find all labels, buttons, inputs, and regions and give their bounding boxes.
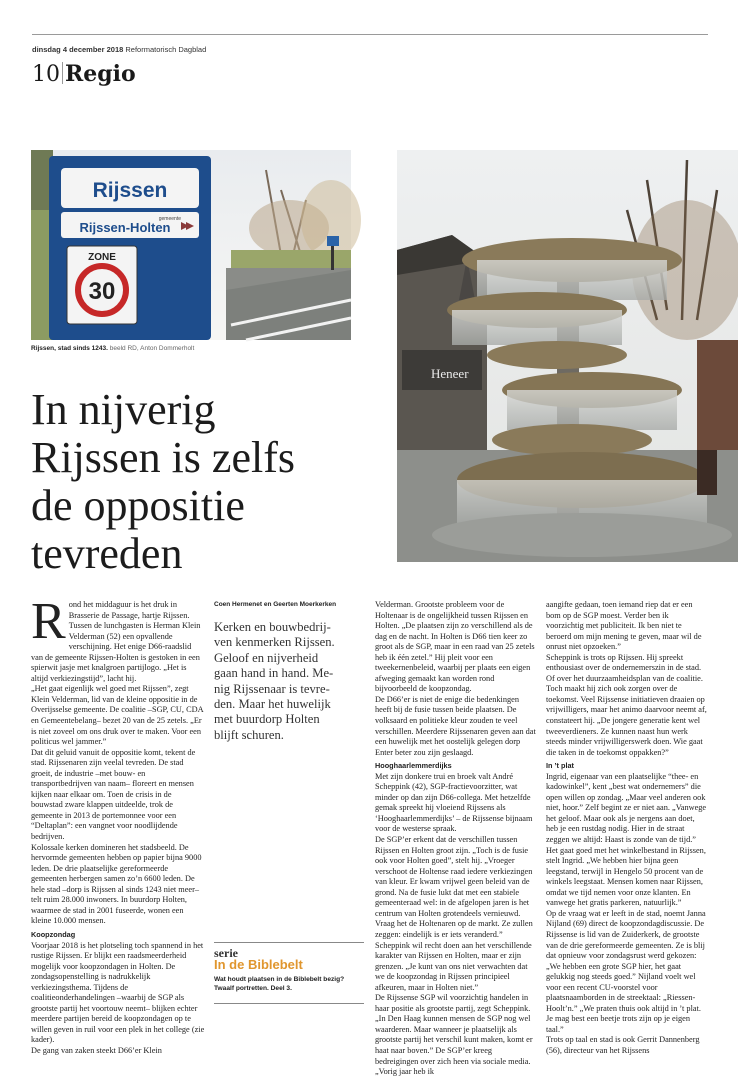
- article-paragraph: Met zijn donkere trui en broek valt André Scheppink (42), SGP-fractievoorzitter, wat minder op dan zijn D66-collega. Met hetzelfde gemak spreekt hij vloeiend Rijssens als ‘Hooghaarlemmerdijks’ – de Rijssense bijnaam voor de westerse spraak.: [375, 771, 533, 834]
- sign-town-text: Rijssen: [92, 179, 168, 202]
- article-paragraph: Dat dit geluid vanuit de oppositie komt, tekent de stad. Rijssenaren zijn veelal tevreden. De stad groeit, de industrie –met bouw- en transportbedrijven van naam– floreert en mensen kijken naar elkaar om. Toen de crisis in de bouwstad zware klappen uitdeelde, trok de gemeente in 2013 de portemonnee voor een “Deltaplan”: een vangnet voor noodlijdende bedrijven.: [31, 747, 196, 842]
- article-paragraph: Ingrid, eigenaar van een plaatselijke “thee- en kadowinkel”, kent „best wat ondernemers” die open willen op zondag. „Maar veel anderen ook niet, hoor.” Zelf begint ze er niet aan. „Vanwege het geloof. Maar ook als je nergens aan doet, heb je een rustdag nodig. Hier in de straat zeggen we altijd: Haast is zonde van de tijd.”: [546, 771, 707, 845]
- drop-cap: R: [31, 593, 66, 650]
- shop-sign: Heneer: [431, 366, 469, 381]
- article-paragraph: Scheppink is trots op Rijssen. Hij spreekt enthousiast over de ondernemerszin in de stad. Of over het duurzaamheidsplan van de coalitie. Toch maakt hij zich ook zorgen over de toekomst. Veel Rijssense initiatieven draaien op vrijwilligers, maar het animo daarvoor neemt af, constateert hij. „De jongere generatie kent wel tweeverdieners. Ze kunnen naast hun werk steeds minder vrijwilligerswerk doen. Wie gaat die taken in de toekomst oppakken?”: [546, 652, 707, 757]
- section-title: Regio: [65, 61, 136, 87]
- article-paragraph: De D66’er is niet de enige die bedenkingen heeft bij de fusie tussen beide plaatsen. De volksaard en politieke kleur zouden te veel verschillen. Meerdere Rijssenaren geven aan dat een huwelijk met het oostelijk gelegen dorp Enter beter zou zijn geslaagd.: [375, 694, 536, 757]
- intro-line: gaan hand in hand. Me-: [214, 666, 334, 681]
- article-paragraph: [31, 593, 205, 684]
- article-column-3: [375, 600, 537, 1077]
- intro-line: den. Maar het huwelijk: [214, 697, 331, 712]
- intro-text: [214, 620, 364, 743]
- series-description: [214, 976, 364, 993]
- series-rule-bottom: [214, 1003, 364, 1004]
- intro-line: met buurdorp Holten: [214, 712, 320, 727]
- series-label: serie: [214, 946, 238, 960]
- paragraph-text: ond het middaguur is het druk in Brasserie de Passage, hartje Rijssen. Tussen de lunchgasten is Herman Klein Velderman (52) een opvallende verschijning. Het enige D66-raadslid van de gemeente Rijssen-Holten is gestoken in een spierwit jasje met knalgroen partijlogo. „Het is altijd verkiezingstijd”, lacht hij.: [31, 600, 201, 683]
- zone-label: ZONE: [88, 252, 116, 263]
- fountain-illustration: [397, 150, 738, 562]
- sign-municipality-text: Rijssen-Holten: [79, 220, 171, 235]
- intro-line: Kerken en bouwbedrij-: [214, 620, 331, 634]
- date: dinsdag 4 december 2018: [32, 45, 124, 54]
- intro-line: ven kenmerken Rijssen.: [214, 635, 335, 650]
- article-paragraph: Op de vraag wat er leeft in de stad, noemt Janna Nijland (69) direct de koopzondagdiscussie. De Rijssense is lid van de Zuiderkerk, de grootste van de drie gereformeerde gemeenten. Ze is blij dat opnieuw voor zondagsrust werd gekozen: „We hebben een grote SGP hier, het gaat gelukkig nog steeds goed.” Nijland voelt wel voor een recent CU-voorstel voor plaatsnaamborden in de streektaal: „Riessen-Hoolt’n.” „We praten thuis ook altijd in ’t plat. Je mag best een beetje trots zijn op je eigen taal.”: [546, 908, 706, 1034]
- caption-text: Rijssen, stad sinds 1243.: [31, 345, 108, 352]
- dateline: [32, 45, 206, 54]
- byline: Coen Hermenet en Geerten Moerkerken: [214, 601, 337, 608]
- subheading: Koopzondag: [31, 929, 76, 939]
- article-paragraph: Het gaat goed met het winkelbestand in Rijssen, stelt Ingrid. „We hebben hier bijna geen leegstand, terwijl in Hengelo 50 procent van de winkels leegstaat. Mensen komen naar Rijssen, omdat we tijd nemen voor onze klanten. En vanwege het gratis parkeren, natuurlijk.”: [546, 845, 706, 908]
- top-rule: [32, 34, 708, 35]
- article-paragraph: Velderman. Grootste probleem voor de Holtenaar is de ongelijkheid tussen Rijssen en Holten. „De plaatsen zijn zo verschillend als de dag en de nacht. In Holten is D66 tien keer zo groot als de SGP, maar in een raad van 25 zetels heb ik één zetel.” Hij pleit voor een tweekernenbeleid, waarbij per plaats een eigen afweging gemaakt kan worden rond bijvoorbeeld de koopzondag.: [375, 600, 535, 694]
- page-header: [32, 61, 136, 87]
- article-paragraph: „Het gaat eigenlijk wel goed met Rijssen”, zegt Klein Velderman, lid van de kleine oppositie in de Overijsselse gemeente. De coalitie –SGP, CU, CDA en Gemeentebelang– bezet 20 van de 25 zetels. „Er is niet zoveel om ons druk over te maken. Voor een politicus wel jammer.”: [31, 684, 204, 747]
- headline-line: In nijverig: [31, 385, 216, 434]
- intro-line: blijft schuren.: [214, 727, 284, 742]
- series-description-line: Twaalf portretten. Deel 3.: [214, 984, 292, 992]
- article-paragraph: De gang van zaken steekt D66’er Klein: [31, 1045, 162, 1055]
- page-number: 10: [32, 62, 60, 87]
- subheading: Hooghaarlemmerdijks: [375, 761, 452, 771]
- article-paragraph: Kolossale kerken domineren het stadsbeeld. De hervormde gemeenten hebben op papier bijna 9000 leden. De drie plaatselijke gereformeerde gemeenten herbergen samen zo’n 6600 leden. De hele stad –dorp is Rijssen al sinds 1243 niet meer– telt ruim 28.000 inwoners. In buurdorp Holten, waarmee de stad in 2001 fuseerde, wonen een kleine 10.000 mensen.: [31, 842, 202, 926]
- newspaper-name: Reformatorisch Dagblad: [125, 45, 207, 54]
- intro-line: Geloof en nijverheid: [214, 650, 319, 665]
- headline-line: de oppositie: [31, 481, 245, 530]
- headline-line: Rijssen is zelfs: [31, 433, 295, 482]
- article-paragraph: Trots op taal en stad is ook Gerrit Dannenberg (56), directeur van het Rijssens: [546, 1035, 700, 1055]
- photo-caption: [31, 345, 194, 352]
- article-paragraph: Voorjaar 2018 is het plotseling toch spannend in het rustige Rijssen. Er blijkt een raadsmeerderheid mogelijk voor koopzondagen in Holten. De zondagsopenstelling is nadrukkelijk verkiezingsthema. Tijdens de coalitieonderhandelingen –waarbij de SGP als grootste partij het voortouw neemt– blijken echter meerdere partijen bereid de koopzondagen op te willen geven in ruil voor een plek in het college (zie kader).: [31, 940, 205, 1045]
- photo-credit: beeld RD, Anton Dommerholt: [109, 345, 195, 352]
- town-sign-illustration: [31, 150, 351, 340]
- subheading: In ’t plat: [546, 761, 574, 771]
- speed-limit: 30: [88, 278, 116, 305]
- series-title: In de Biblebelt: [214, 957, 303, 972]
- headline-line: tevreden: [31, 529, 183, 578]
- series-description-line: Wat houdt plaatsen in de Biblebelt bezig?: [214, 976, 345, 983]
- header-separator: [62, 62, 63, 84]
- article-paragraph: De Rijssense SGP wil voorzichtig handelen in haar positie als grootste partij, zegt Scheppink. „In Den Haag kunnen mensen de SGP nog wel waarderen. Maar wanneer je plaatselijk als grootste partij het verschil kunt maken, komt er haat naar boven.” De SGP’er kreeg bedreigingen over zich heen via sociale media. „Vorig jaar heb ik: [375, 993, 533, 1077]
- intro-line: nig Rijssenaar is tevre-: [214, 681, 330, 696]
- series-rule-top: [214, 942, 364, 943]
- town-sign-photo: [31, 150, 351, 340]
- article-column-4: [546, 600, 708, 1058]
- article-column-1: [31, 593, 205, 1058]
- article-paragraph: De SGP’er erkent dat de verschillen tussen Rijssen en Holten groot zijn. „Toch is de fusie ook voor Holten goed”, stelt hij. „Vroeger verschoot de Holtense raad iedere verkiezingen van kleur. Er kwam vrijwel geen beleid van de grond. Na de fusie lukt dat met een stabiele gemeenteraad wel: in de afgelopen jaren is het centrum van Holten grotendeels vernieuwd. Vraag het de Holtenaren op de markt. Ze zullen zeggen: eindelijk is er iets veranderd.” Scheppink wil recht doen aan het verschillende karakter van Rijssen en Holten, maar er zijn grenzen. „Je kunt van ons niet verwachten dat we de koopzondag in Rijssen principieel afkeuren, maar in Holten niet.”: [375, 835, 533, 992]
- article-paragraph: aangifte gedaan, toen iemand riep dat er een bom op de SGP moest. Verder ben ik voorzichtig met publiciteit. Ik ben niet te beroerd om mijn mening te geven, maar wil de onrust niet opzoeken.”: [546, 600, 702, 652]
- sign-municipality-small-text: gemeente: [158, 216, 181, 222]
- fountain-photo: [397, 150, 738, 562]
- headline: [31, 386, 361, 578]
